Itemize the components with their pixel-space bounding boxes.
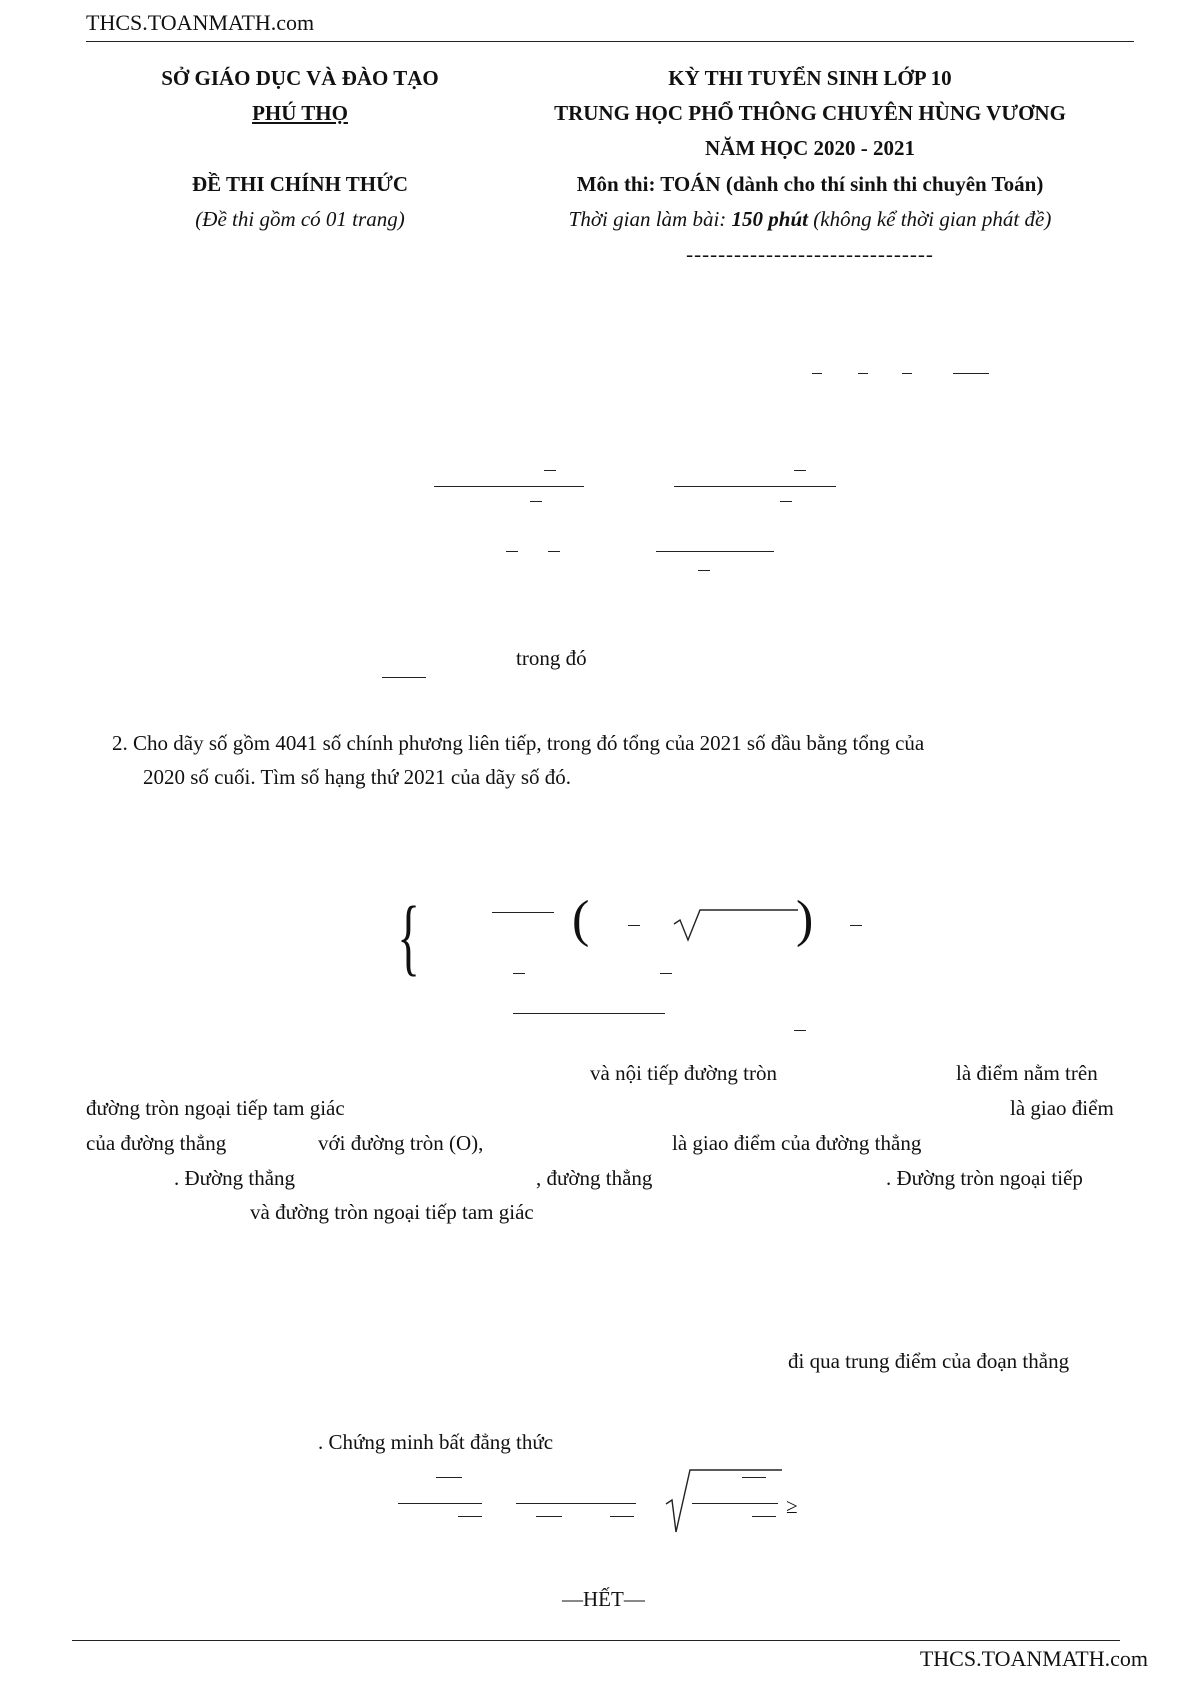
midpoint-text: đi qua trung điểm của đoạn thẳng (788, 1349, 1070, 1373)
frac-bar (382, 677, 426, 678)
question-2-text: 2. Cho dãy số gồm 4041 số chính phương liên tiếp, trong đó tổng của 2021 số đầu bằng tổng của (112, 731, 925, 755)
geo-line1-b: là điểm nằm trên (956, 1061, 1098, 1085)
frac-bar (674, 486, 836, 487)
frac-bar (513, 973, 525, 974)
time-prefix: Thời gian làm bài: (568, 207, 732, 231)
frac-bar (436, 1477, 462, 1478)
frac-bar (660, 973, 672, 974)
geo-line2-a: đường tròn ngoại tiếp tam giác (86, 1096, 345, 1120)
time-suffix: (không kể thời gian phát đề) (808, 207, 1052, 231)
frac-bar (398, 1503, 482, 1504)
dept-line: SỞ GIÁO DỤC VÀ ĐÀO TẠO (161, 66, 439, 90)
frac-bar (742, 1477, 766, 1478)
frac-bar (513, 1013, 665, 1014)
frac-bar (548, 551, 560, 552)
school-name: TRUNG HỌC PHỔ THÔNG CHUYÊN HÙNG VƯƠNG (554, 101, 1066, 125)
frac-bar (628, 925, 640, 926)
header-site-name: THCS.TOANMATH.com (86, 10, 315, 35)
school-year: NĂM HỌC 2020 - 2021 (705, 136, 915, 160)
frac-bar (506, 551, 518, 552)
geo-line3-c: là giao điểm của đường thẳng (672, 1131, 922, 1155)
pages-note: (Đề thi gồm có 01 trang) (195, 207, 405, 231)
frac-bar (850, 925, 862, 926)
geq-symbol: ≥ (786, 1494, 798, 1518)
frac-bar (692, 1503, 778, 1504)
official-exam-label: ĐỀ THI CHÍNH THỨC (191, 172, 409, 196)
sqrt-sign (664, 1464, 784, 1534)
question-2-text-cont: 2020 số cuối. Tìm số hạng thứ 2021 của dãy số đó. (143, 765, 572, 789)
frac-bar (794, 470, 806, 471)
frac-bar (953, 373, 989, 374)
frac-bar (902, 373, 912, 374)
geo-line5-a: và đường tròn ngoại tiếp tam giác (250, 1200, 534, 1224)
time-duration: 150 phút (731, 207, 808, 231)
end-mark: —HẾT— (562, 1587, 645, 1611)
time-line (500, 207, 1120, 232)
frac-bar (794, 1030, 806, 1031)
footer-site-name: THCS.TOANMATH.com (919, 1646, 1148, 1671)
frac-bar (656, 551, 774, 552)
subject-line: Môn thi: TOÁN (dành cho thí sinh thi chuyên Toán) (576, 172, 1044, 196)
frac-bar (812, 373, 822, 374)
frac-bar (516, 1503, 636, 1504)
frac-bar (492, 912, 554, 913)
geo-line4-c: . Đường tròn ngoại tiếp (886, 1166, 1083, 1190)
exam-title: KỲ THI TUYỂN SINH LỚP 10 (668, 66, 952, 90)
geo-line4-a: . Đường thẳng (174, 1166, 296, 1190)
header-divider (86, 41, 1134, 42)
fragment-trong-do: trong đó (516, 646, 587, 670)
dash-separator: ------------------------------- (686, 242, 934, 266)
frac-bar (780, 501, 792, 502)
geo-line2-b: là giao điểm (1010, 1096, 1114, 1120)
inequality-prompt: . Chứng minh bất đẳng thức (318, 1430, 554, 1454)
left-paren: ( (572, 891, 590, 948)
right-paren: ) (796, 891, 814, 948)
geo-line1-a: và nội tiếp đường tròn (590, 1061, 777, 1085)
province-name: PHÚ THỌ (252, 101, 348, 125)
left-brace: { (397, 888, 420, 984)
geo-line4-b: , đường thẳng (536, 1166, 653, 1190)
frac-bar (458, 1516, 482, 1517)
frac-bar (434, 486, 584, 487)
geo-line3-b: với đường tròn (O), (318, 1131, 484, 1155)
sqrt-sign (672, 906, 800, 942)
frac-bar (610, 1516, 634, 1517)
frac-bar (698, 570, 710, 571)
geo-line3-a: của đường thẳng (86, 1131, 227, 1155)
frac-bar (544, 470, 556, 471)
footer-divider (72, 1640, 1120, 1641)
frac-bar (530, 501, 542, 502)
frac-bar (752, 1516, 776, 1517)
frac-bar (858, 373, 868, 374)
frac-bar (536, 1516, 562, 1517)
